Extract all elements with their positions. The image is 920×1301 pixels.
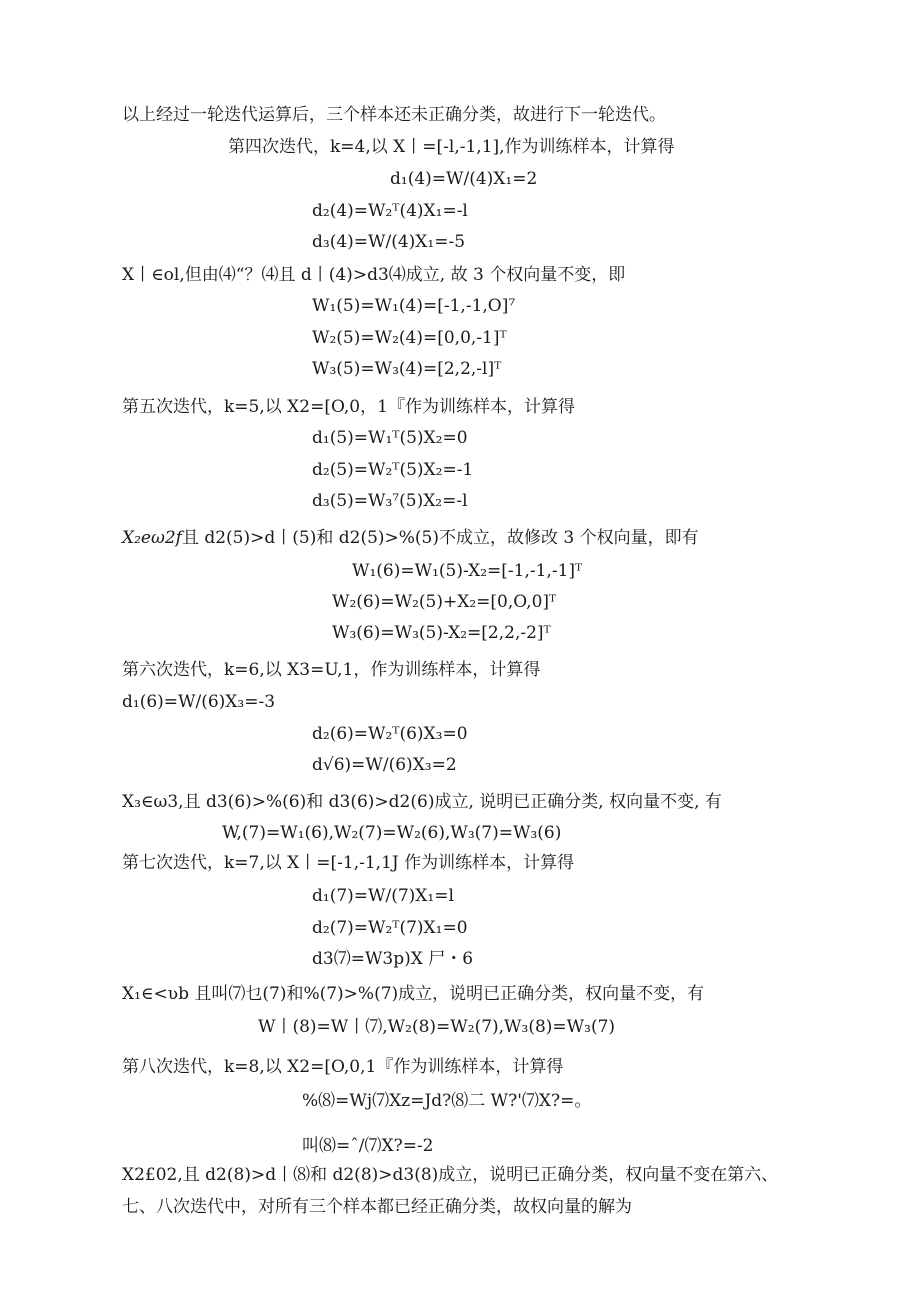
equation-line: W₁(6)=W₁(5)-X₂=[-1,-1,-1]ᵀ [352, 561, 583, 581]
equation-line: W,(7)=W₁(6),W₂(7)=W₂(6),W₃(7)=W₃(6) [222, 823, 562, 843]
equation-line: d₁(7)=W/(7)X₁=l [312, 886, 454, 906]
equation-line: d√6)=W/(6)X₃=2 [312, 755, 457, 775]
equation-line: W₂(6)=W₂(5)+X₂=[0,O,0]ᵀ [332, 592, 557, 612]
equation-line: d3⑺=W3p)X 尸・6 [312, 949, 474, 969]
text-line: X₃∈ω3,且 d3(6)>%(6)和 d3(6)>d2(6)成立, 说明已正确分类, 权向量不变, 有 [122, 792, 722, 812]
equation-line: d₂(6)=W₂ᵀ(6)X₃=0 [312, 724, 468, 744]
equation-line: 叫⑻=ˆ/⑺X?=-2 [302, 1136, 434, 1156]
text-line: 第八次迭代，k=8,以 X2=[O,0,1『作为训练样本，计算得 [122, 1057, 564, 1077]
text-line: 第五次迭代，k=5,以 X2=[O,0，1『作为训练样本，计算得 [122, 397, 575, 417]
equation-line: %⑻=Wj⑺Xz=Jd?⑻二 W?'⑺X?=。 [302, 1091, 592, 1111]
equation-line: W₁(5)=W₁(4)=[-1,-1,O]⁷ [312, 296, 516, 316]
equation-line: W₃(5)=W₃(4)=[2,2,-l]ᵀ [312, 359, 502, 379]
text-line: 第六次迭代，k=6,以 X3=U,1，作为训练样本，计算得 [122, 660, 541, 680]
equation-line: W₃(6)=W₃(5)-X₂=[2,2,-2]ᵀ [332, 623, 551, 643]
equation-line: d₂(4)=W₂ᵀ(4)X₁=-l [312, 201, 468, 221]
equation-line: d₁(6)=W/(6)X₃=-3 [122, 692, 276, 712]
text-line: 以上经过一轮迭代运算后，三个样本还未正确分类，故进行下一轮迭代。 [122, 105, 666, 125]
text-line: 七、八次迭代中，对所有三个样本都已经正确分类，故权向量的解为 [122, 1197, 632, 1217]
text-line: 第七次迭代，k=7,以 X丨=[-1,-1,1J 作为训练样本，计算得 [122, 853, 575, 873]
equation-line: d₂(7)=W₂ᵀ(7)X₁=0 [312, 918, 468, 938]
text-line: 第四次迭代，k=4,以 X丨=[-l,-1,1],作为训练样本，计算得 [228, 137, 675, 157]
equation-line: d₁(5)=W₁ᵀ(5)X₂=0 [312, 428, 468, 448]
equation-line: d₁(4)=W/(4)X₁=2 [390, 169, 538, 189]
math-symbol: X₂eω2f [122, 528, 182, 548]
text-line: X丨∈ol,但由⑷“？⑷且 d丨(4)>d3⑷成立, 故 3 个权向量不变，即 [122, 265, 626, 285]
text-line [122, 527, 699, 549]
equation-line: d₃(5)=W₃⁷(5)X₂=-l [312, 491, 468, 511]
text-line: X2£02,且 d2(8)>d丨⑻和 d2(8)>d3(8)成立，说明已正确分类，权向量不变在第六、 [122, 1165, 779, 1185]
text-line: X₁∈<ʋb 且叫⑺乜(7)和%(7)>%(7)成立，说明已正确分类，权向量不变，有 [122, 984, 705, 1004]
equation-line: W₂(5)=W₂(4)=[0,0,-1]ᵀ [312, 328, 507, 348]
equation-line: W丨(8)=W丨⑺,W₂(8)=W₂(7),W₃(8)=W₃(7) [258, 1017, 616, 1037]
equation-line: d₂(5)=W₂ᵀ(5)X₂=-1 [312, 460, 474, 480]
text-span: 且 d2(5)>d丨(5)和 d2(5)>%(5)不成立，故修改 3 个权向量，即有 [181, 528, 699, 548]
equation-line: d₃(4)=W/(4)X₁=-5 [312, 232, 466, 252]
